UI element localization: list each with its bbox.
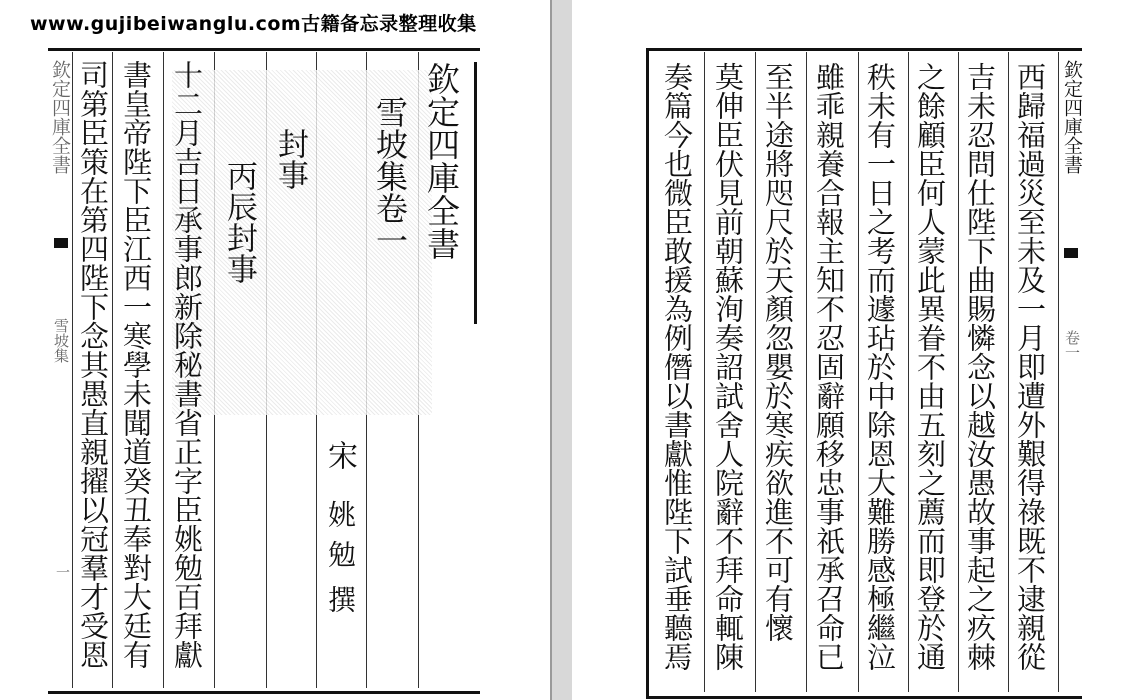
left-spine-juan: 雪坡集 [52, 318, 70, 363]
text-column: 至半途將咫尺於天顏忽嬰於寒疾欲進不可有懷 [761, 62, 795, 642]
right-frame-outer-edge [646, 48, 649, 696]
text-column: 司第臣策在第四陛下念其愚直親擢以冠羣才受恩 [76, 60, 110, 669]
left-spine-title: 欽定四庫全書 [49, 60, 71, 174]
text-column: 雖乖親養合報主知不忍固辭願移忠事祇承召命已 [812, 62, 846, 671]
text-column: 吉未忍問仕陛下曲賜憐念以越汝愚故事起之疚棘 [963, 62, 997, 671]
column-rule [755, 52, 756, 692]
column-rule [958, 52, 959, 692]
text-column: 西歸福過災至未及一月即遭外艱得祿既不逮親從 [1013, 62, 1047, 671]
subsection-title: 丙辰封事 [221, 160, 257, 284]
column-rule [908, 52, 909, 692]
right-spine-title: 欽定四庫全書 [1061, 60, 1083, 174]
page-gutter [552, 0, 572, 700]
left-fishtail-mark [54, 238, 68, 248]
column-rule [163, 52, 164, 688]
spine-rule [72, 52, 73, 688]
right-fishtail-mark [1064, 248, 1078, 258]
book-title: 欽定四庫全書 [422, 62, 461, 260]
text-column: 書皇帝陛下臣江西一寒學未聞道癸丑奉對大廷有 [119, 60, 153, 669]
text-column: 奏篇今也微臣敢援為例僭以書獻惟陛下試垂聽焉 [660, 62, 694, 671]
text-column: 莫伸臣伏見前朝蘇洵奏詔試舍人院辭不拜命輒陳 [711, 62, 745, 671]
left-spine-page: 一 [54, 565, 70, 579]
column-rule [1008, 52, 1009, 692]
author-role: 撰 [324, 585, 357, 613]
column-rule [112, 52, 113, 688]
column-rule [858, 52, 859, 692]
left-frame-inner-edge [474, 62, 477, 324]
watermark-text: www.gujibeiwanglu.com古籍备忘录整理收集 [30, 13, 477, 35]
section-title: 封事 [272, 128, 308, 190]
author-name: 姚勉 [324, 500, 357, 580]
column-rule [806, 52, 807, 692]
right-page [572, 0, 1132, 700]
left-page [0, 0, 550, 700]
right-spine-juan: 卷一 [1063, 330, 1081, 360]
spine-rule [1058, 52, 1059, 692]
column-rule [704, 52, 705, 692]
volume-title: 雪坡集卷一 [371, 96, 409, 256]
dynasty: 宋 [322, 440, 357, 470]
text-column: 秩未有一日之考而遽玷於中除恩大難勝感極繼泣 [863, 62, 897, 671]
text-column: 十二月吉日承事郎新除秘書省正字臣姚勉百拜獻 [170, 60, 204, 669]
text-column: 之餘顧臣何人蒙此異眷不由五刻之薦而即登於通 [913, 62, 947, 671]
